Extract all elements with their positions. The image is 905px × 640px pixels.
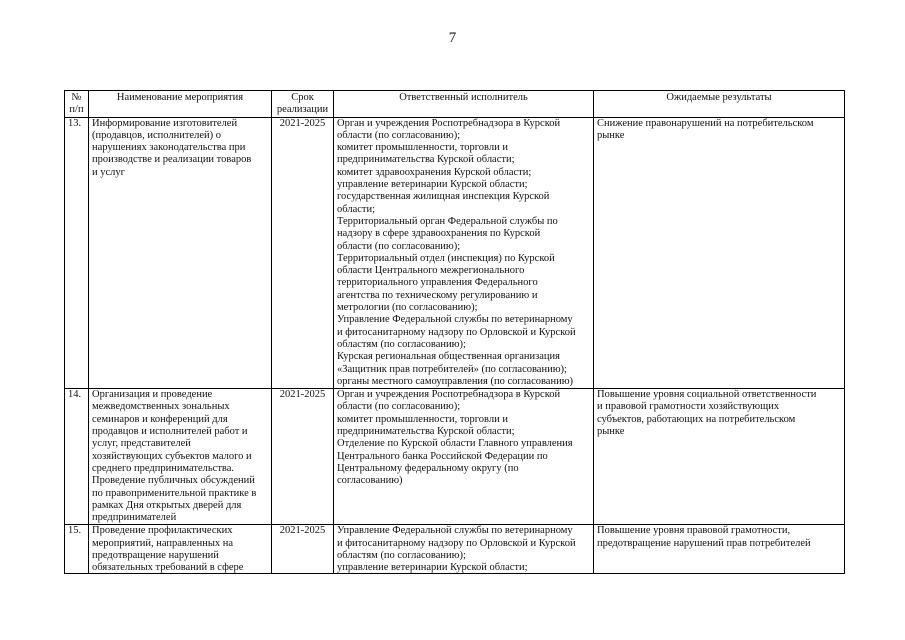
- measure-name: Организация и проведение межведомственных зональных семинаров и конференций для продавцов и исполнителей работ и услуг, представителей хозяйствующих субъектов малого и среднего предпринимательства. Проведение публичных обсуждений по правоприменительной практике в рамках Дня открытых дверей для предпринимателей: [89, 389, 272, 525]
- row-number: 14.: [65, 389, 89, 525]
- table-row: [65, 117, 845, 389]
- measure-name: Информирование изготовителей (продавцов, исполнителей) о нарушениях законодательства при производстве и реализации товаров и услуг: [89, 117, 272, 389]
- header-executor: Ответственный исполнитель: [334, 91, 594, 118]
- implementation-term: 2021-2025: [272, 117, 334, 389]
- header-term: Срок реализации: [272, 91, 334, 118]
- table-row: [65, 389, 845, 525]
- implementation-term: 2021-2025: [272, 389, 334, 525]
- expected-result: Снижение правонарушений на потребительском рынке: [594, 117, 845, 389]
- implementation-term: 2021-2025: [272, 525, 334, 574]
- table-row: [65, 525, 845, 574]
- header-name: Наименование мероприятия: [89, 91, 272, 118]
- table-header: [65, 91, 845, 118]
- header-num: № п/п: [65, 91, 89, 118]
- measure-name: Проведение профилактических мероприятий, направленных на предотвращение нарушений обязательных требований в сфере: [89, 525, 272, 574]
- row-number: 15.: [65, 525, 89, 574]
- page-number: 7: [448, 30, 457, 46]
- responsible-executor: Орган и учреждения Роспотребнадзора в Курской области (по согласованию); комитет промышленности, торговли и предпринимательства Курской области; Отделение по Курской области Главного управления Центрального банка Российской Федерации по Центральному федеральному округу (по согласованию): [334, 389, 594, 525]
- expected-result: Повышение уровня социальной ответственности и правовой грамотности хозяйствующих субъектов, работающих на потребительском рынке: [594, 389, 845, 525]
- responsible-executor: Орган и учреждения Роспотребнадзора в Курской области (по согласованию); комитет промышленности, торговли и предпринимательства Курской области; комитет здравоохранения Курской области; управление ветеринарии Курской области; государственная жилищная инспекция Курской области; Территориальный орган Федеральной службы по надзору в сфере здравоохранения по Курской области (по согласованию); Территориальный отдел (инспекция) по Курской области Центрального межрегионального территориального управления Федерального агентства по техническому регулированию и метрологии (по согласованию); Управление Федеральной службы по ветеринарному и фитосанитарному надзору по Орловской и Курской областям (по согласованию); Курская региональная общественная организация «Защитник прав потребителей» (по согласованию); органы местного самоуправления (по согласованию): [334, 117, 594, 389]
- expected-result: Повышение уровня правовой грамотности, предотвращение нарушений прав потребителей: [594, 525, 845, 574]
- row-number: 13.: [65, 117, 89, 389]
- measures-table: [64, 90, 845, 574]
- header-result: Ожидаемые результаты: [594, 91, 845, 118]
- responsible-executor: Управление Федеральной службы по ветеринарному и фитосанитарному надзору по Орловской и Курской областям (по согласованию); управление ветеринарии Курской области;: [334, 525, 594, 574]
